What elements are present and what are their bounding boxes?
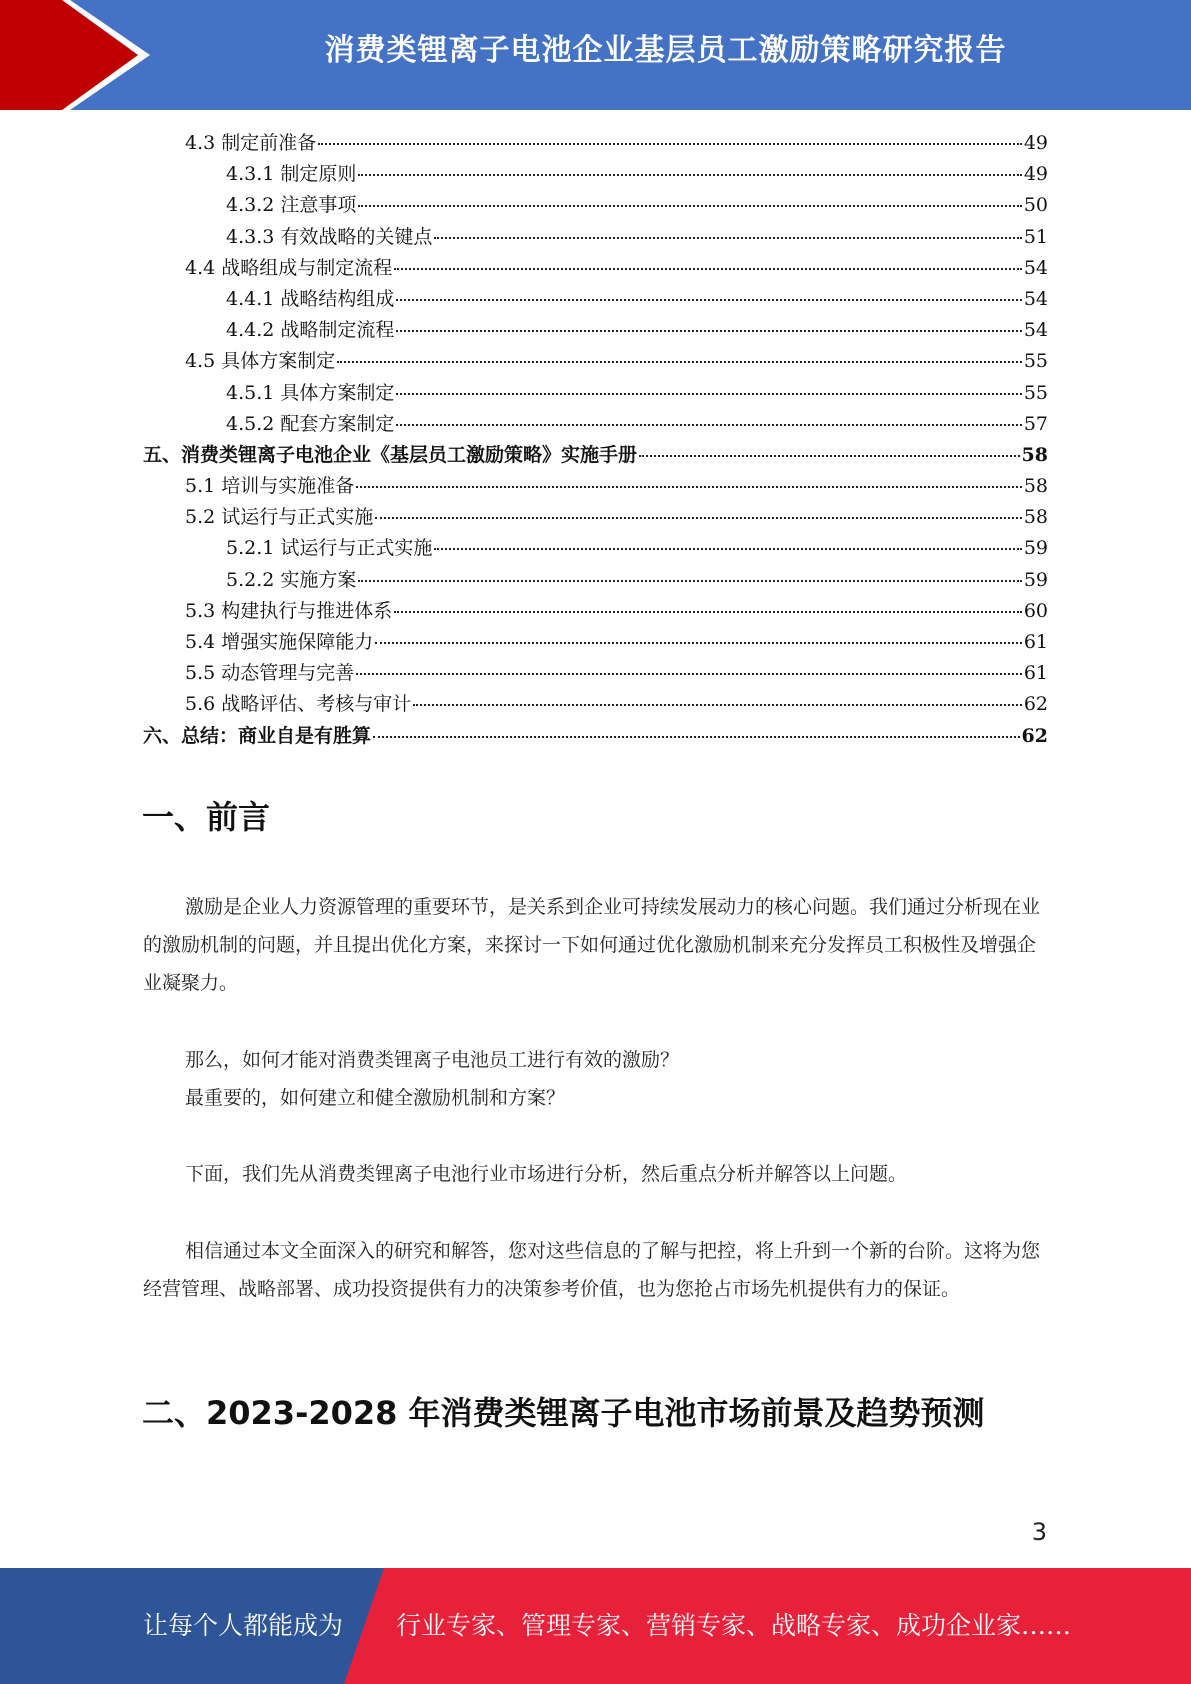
toc-entry[interactable] <box>143 128 1048 159</box>
toc-dot-leader <box>434 548 1021 550</box>
toc-entry-label: 4.4.1 战略结构组成 <box>226 287 395 310</box>
toc-entry[interactable] <box>143 533 1048 564</box>
toc-entry-page: 61 <box>1023 631 1048 653</box>
toc-entry-page: 60 <box>1023 599 1048 622</box>
toc-dot-leader <box>318 143 1022 145</box>
toc-entry[interactable] <box>143 658 1048 689</box>
toc-entry-label: 4.3.3 有效战略的关键点 <box>226 225 433 248</box>
toc-entry-page: 62 <box>1021 724 1048 747</box>
toc-entry[interactable] <box>143 315 1048 346</box>
toc-entry-page: 49 <box>1023 163 1048 186</box>
toc-dot-leader <box>394 611 1022 613</box>
toc-dot-leader <box>413 704 1022 706</box>
toc-dot-leader <box>356 486 1022 488</box>
toc-entry-label: 五、消费类锂离子电池企业《基层员工激励策略》实施手册 <box>143 443 638 466</box>
toc-dot-leader <box>337 361 1022 363</box>
toc-dot-leader <box>396 330 1021 332</box>
toc-entry-label: 4.3.1 制定原则 <box>226 163 357 186</box>
toc-entry[interactable] <box>143 596 1048 627</box>
toc-entry-page: 59 <box>1023 568 1048 591</box>
toc-entry[interactable] <box>143 409 1048 440</box>
toc-entry-label: 5.2.1 试运行与正式实施 <box>226 537 433 560</box>
footer-slogan-right: 行业专家、管理专家、营销专家、战略专家、成功企业家…… <box>396 1611 1072 1640</box>
toc-entry[interactable] <box>143 721 1048 752</box>
toc-entry[interactable] <box>143 689 1048 720</box>
toc-entry-page: 54 <box>1023 319 1048 342</box>
toc-entry-label: 4.5 具体方案制定 <box>185 350 336 373</box>
toc-entry-label: 4.3 制定前准备 <box>185 132 317 154</box>
toc-entry-label: 4.5.2 配套方案制定 <box>226 412 395 435</box>
toc-entry[interactable] <box>143 190 1048 221</box>
toc-entry-label: 5.6 战略评估、考核与审计 <box>185 693 412 716</box>
footer-banner <box>0 1568 1191 1684</box>
preface-paragraph-2: 相信通过本文全面深入的研究和解答，您对这些信息的了解与把控，将上升到一个新的台阶。这将为您经营管理、战略部署、成功投资提供有力的决策参考价值，也为您抢占市场先机提供有力的保证。 <box>143 1240 1041 1300</box>
toc-dot-leader <box>358 205 1021 207</box>
toc-entry-label: 5.4 增强实施保障能力 <box>185 631 374 653</box>
preface-paragraph-1: 激励是企业人力资源管理的重要环节，是关系到企业可持续发展动力的核心问题。我们通过分析现在业的激励机制的问题，并且提出优化方案，来探讨一下如何通过优化激励机制来充分发挥员工积极性及增强企业凝聚力。 <box>143 896 1041 994</box>
toc-dot-leader <box>358 580 1021 582</box>
toc-entry-label: 4.4.2 战略制定流程 <box>226 319 395 342</box>
toc-entry-page: 49 <box>1023 132 1048 154</box>
toc-dot-leader <box>375 642 1022 644</box>
toc-entry-page: 61 <box>1023 662 1048 685</box>
toc-entry-label: 5.2.2 实施方案 <box>226 568 357 591</box>
preface-question-2: 最重要的，如何建立和健全激励机制和方案？ <box>185 1087 566 1109</box>
toc-entry-page: 57 <box>1023 412 1048 435</box>
toc-entry-page: 58 <box>1021 443 1048 466</box>
toc-entry[interactable] <box>143 222 1048 253</box>
toc-entry[interactable] <box>143 253 1048 284</box>
preface-line-3: 下面，我们先从消费类锂离子电池行业市场进行分析，然后重点分析并解答以上问题。 <box>185 1163 908 1185</box>
toc-dot-leader <box>639 455 1020 457</box>
report-title: 消费类锂离子电池企业基层员工激励策略研究报告 <box>324 33 1007 68</box>
toc-dot-leader <box>373 736 1020 738</box>
toc-entry-page: 51 <box>1023 225 1048 248</box>
toc-entry-label: 5.1 培训与实施准备 <box>185 475 355 498</box>
toc-entry[interactable] <box>143 471 1048 502</box>
toc-entry-page: 58 <box>1023 475 1048 498</box>
toc-entry-page: 54 <box>1023 256 1048 279</box>
toc-entry-page: 50 <box>1023 194 1048 217</box>
toc-dot-leader <box>375 517 1022 519</box>
toc-dot-leader <box>358 174 1021 176</box>
toc-entry-page: 59 <box>1023 537 1048 560</box>
toc-entry[interactable] <box>143 565 1048 596</box>
toc-entry-label: 4.5.1 具体方案制定 <box>226 381 395 404</box>
header-banner <box>0 0 1191 110</box>
toc-dot-leader <box>394 268 1022 270</box>
toc-entry-page: 54 <box>1023 287 1048 310</box>
toc-entry[interactable] <box>143 378 1048 409</box>
table-of-contents <box>143 128 1048 752</box>
toc-dot-leader <box>396 299 1021 301</box>
toc-entry-page: 62 <box>1023 693 1048 716</box>
toc-entry[interactable] <box>143 159 1048 190</box>
toc-entry[interactable] <box>143 284 1048 315</box>
toc-entry[interactable] <box>143 627 1048 658</box>
toc-dot-leader <box>396 424 1021 426</box>
toc-entry-page: 55 <box>1023 381 1048 404</box>
toc-entry-label: 六、总结：商业自是有胜算 <box>143 724 372 747</box>
toc-dot-leader <box>356 673 1022 675</box>
preface-question-1: 那么，如何才能对消费类锂离子电池员工进行有效的激励？ <box>185 1049 680 1071</box>
toc-entry-page: 58 <box>1023 506 1048 529</box>
toc-entry[interactable] <box>143 502 1048 533</box>
toc-entry-label: 4.3.2 注意事项 <box>226 194 357 217</box>
toc-entry-label: 5.3 构建执行与推进体系 <box>185 599 393 622</box>
section-heading-market: 二、2023-2028 年消费类锂离子电池市场前景及趋势预测 <box>142 1394 985 1432</box>
toc-entry-label: 5.2 试运行与正式实施 <box>185 506 374 529</box>
toc-entry-page: 55 <box>1023 350 1048 373</box>
toc-entry-label: 4.4 战略组成与制定流程 <box>185 256 393 279</box>
footer-slogan-left: 让每个人都能成为 <box>143 1611 344 1640</box>
toc-entry[interactable] <box>143 346 1048 377</box>
toc-dot-leader <box>396 393 1021 395</box>
section-heading-preface: 一、前言 <box>142 798 271 836</box>
toc-entry-label: 5.5 动态管理与完善 <box>185 662 355 685</box>
page-number: 3 <box>1031 1518 1047 1546</box>
toc-dot-leader <box>434 237 1021 239</box>
toc-entry[interactable] <box>143 440 1048 471</box>
